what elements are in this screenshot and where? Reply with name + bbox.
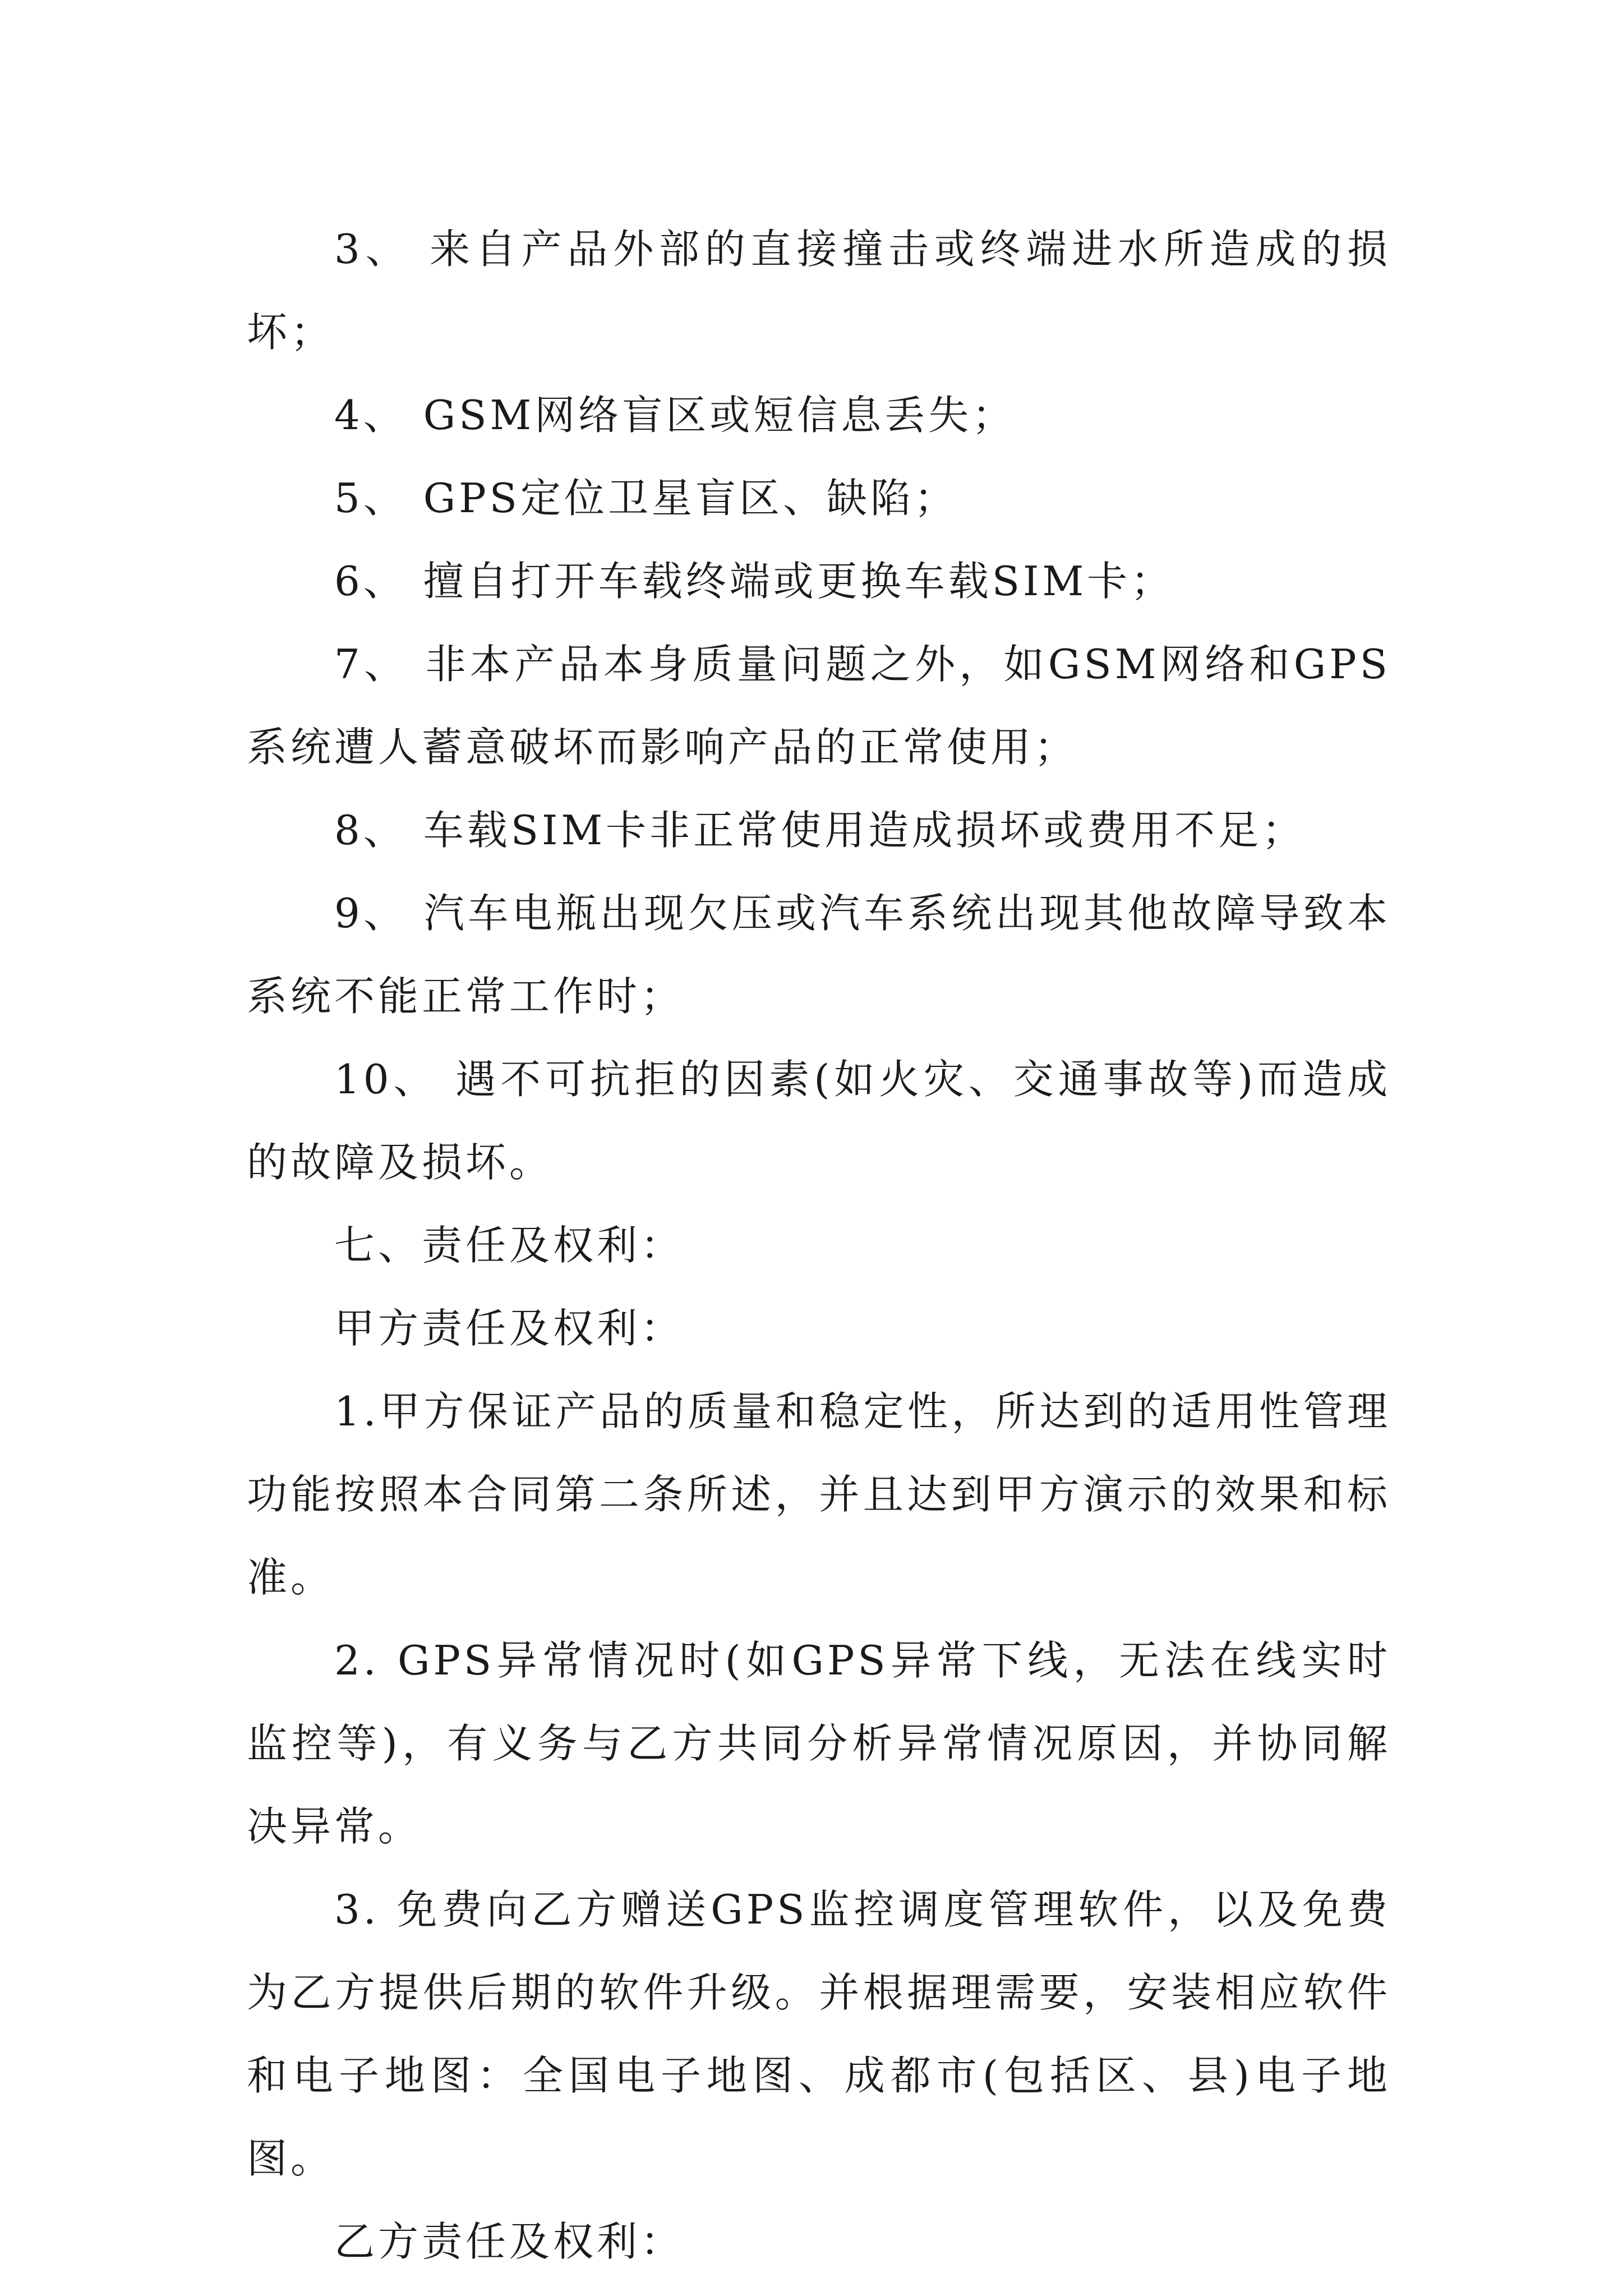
document-page: [247, 208, 1391, 2283]
party-a-clause-3: 3. 免费向乙方赠送GPS监控调度管理软件，以及免费为乙方提供后期的软件升级。并根据理需要，安装相应软件和电子地图：全国电子地图、成都市(包括区、县)电子地图。: [247, 1886, 1391, 2182]
party-a-clause-1: 1.甲方保证产品的质量和稳定性，所达到的适用性管理功能按照本合同第二条所述，并且达到甲方演示的效果和标准。: [247, 1388, 1391, 1601]
paragraph-item-4: 4、 GSM网络盲区或短信息丢失；: [334, 392, 1016, 439]
paragraph-item-10: 10、 遇不可抗拒的因素(如火灾、交通事故等)而造成的故障及损坏。: [247, 1056, 1391, 1186]
paragraph-item-6: 6、 擅自打开车载终端或更换车载SIM卡；: [334, 558, 1175, 605]
paragraph-item-9: 9、 汽车电瓶出现欠压或汽车系统出现其他故障导致本系统不能正常工作时；: [247, 890, 1391, 1020]
subheading-party-a: 甲方责任及权利：: [334, 1305, 685, 1352]
paragraph-item-8: 8、 车载SIM卡非正常使用造成损坏或费用不足；: [334, 807, 1306, 854]
party-a-clause-2: 2. GPS异常情况时(如GPS异常下线，无法在线实时监控等)，有义务与乙方共同分析异常情况原因，并协同解决异常。: [247, 1637, 1391, 1850]
paragraph-item-7: 7、 非本产品本身质量问题之外，如GSM网络和GPS系统遭人蓄意破坏而影响产品的正常使用；: [247, 641, 1391, 771]
paragraph-item-5: 5、 GPS定位卫星盲区、缺陷；: [334, 475, 958, 522]
section-heading-responsibilities: 七、责任及权利：: [334, 1222, 685, 1269]
subheading-party-b: 乙方责任及权利：: [334, 2218, 685, 2265]
paragraph-item-3: 3、 来自产品外部的直接撞击或终端进水所造成的损坏；: [247, 226, 1391, 356]
